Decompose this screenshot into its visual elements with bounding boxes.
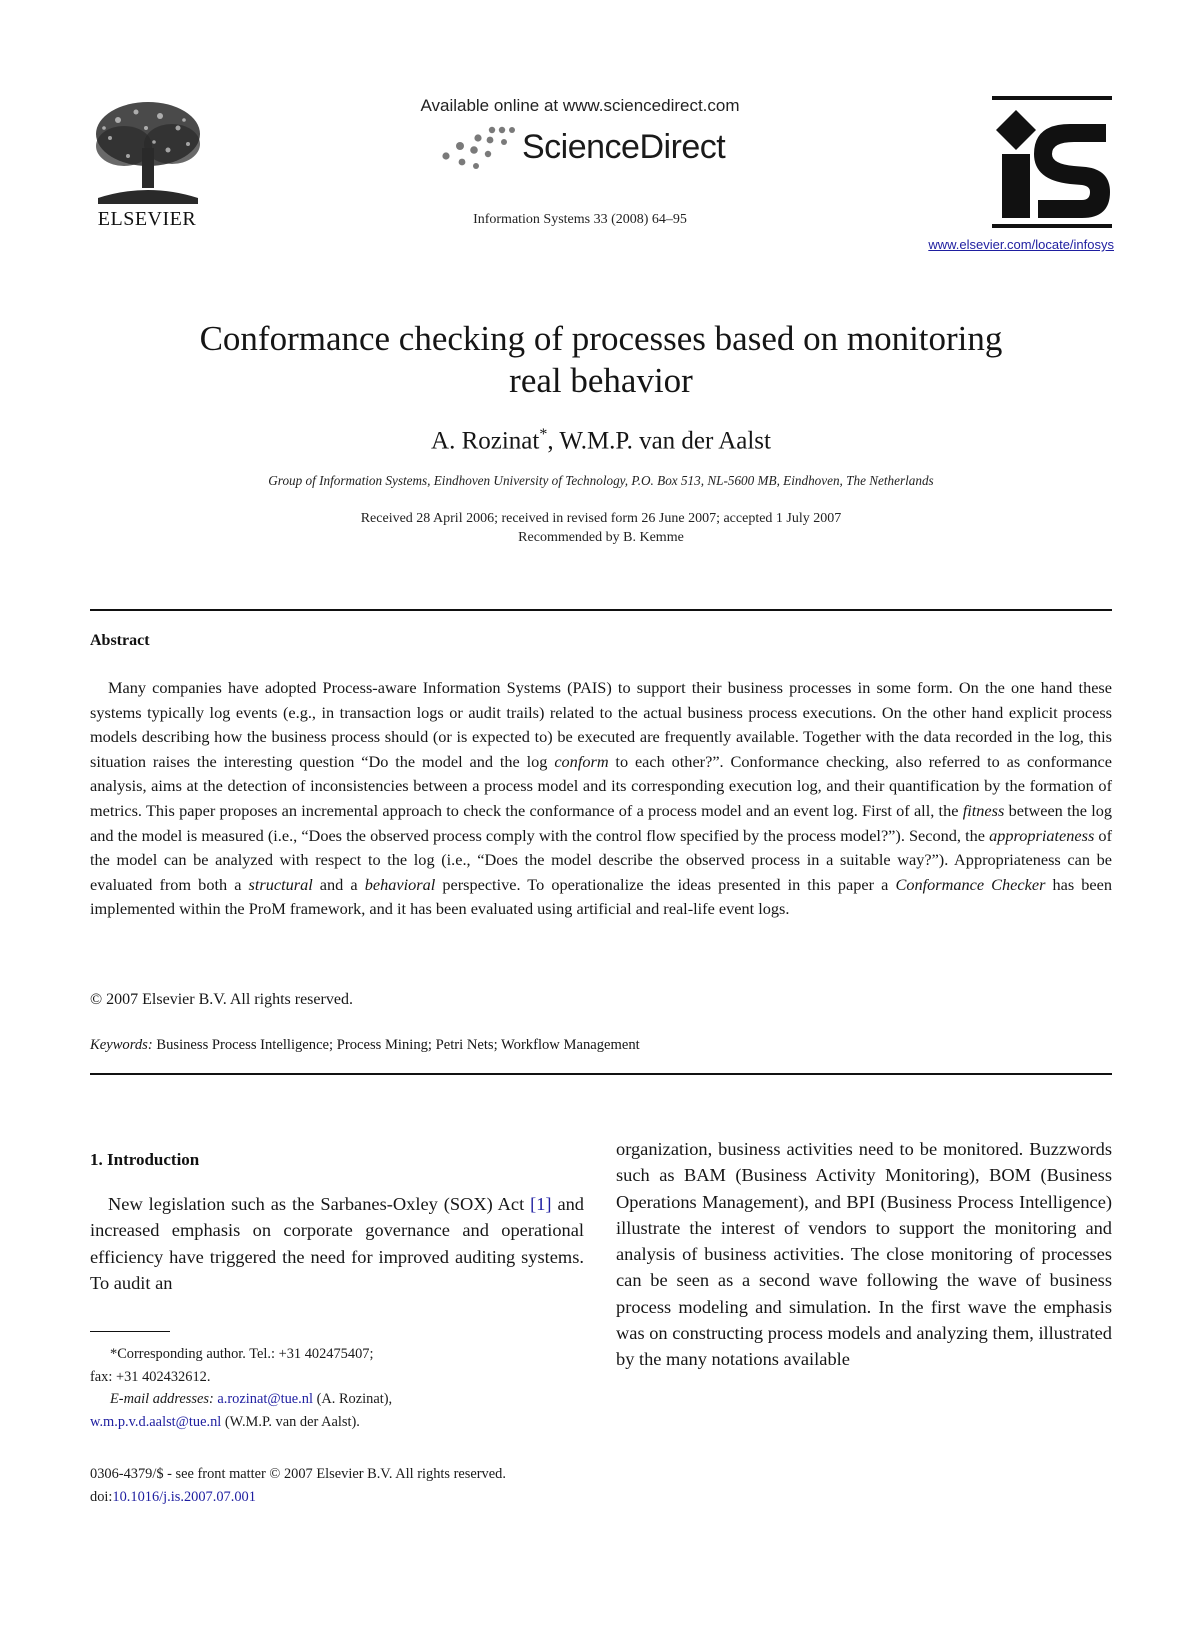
abstract-emphasis: behavioral xyxy=(364,874,436,894)
body-text: and increased emphasis on corporate governance and operational efficiency have triggered the need for improved auditing systems. To audit an xyxy=(90,1194,585,1293)
issn-line: 0306-4379/$ - see front matter © 2007 Elsevier B.V. All rights reserved. xyxy=(90,1466,506,1482)
footnote-emails xyxy=(90,1411,584,1434)
doi-link[interactable]: 10.1016/j.is.2007.07.001 xyxy=(112,1488,256,1505)
front-matter-info xyxy=(90,1463,506,1508)
abstract-body xyxy=(90,676,1112,922)
email-link[interactable]: a.rozinat@tue.nl xyxy=(217,1391,313,1407)
right-column-text: organization, business activities need to be monitored. Buzzwords such as BAM (Business Activity Monitoring), BOM (Business Operations Management), and BPI (Business Process Intelligence) illustrate the interest of vendors to support the monitoring and analysis of business activities. The close monitoring of processes can be seen as a second wave following the wave of business process modeling and simulation. In the first wave the emphasis was on constructing process models and analyzing them, illustrated by the many notations available xyxy=(616,1139,1112,1370)
email-owner: (A. Rozinat), xyxy=(312,1391,393,1407)
information-systems-logo-icon xyxy=(990,96,1114,228)
divider xyxy=(90,609,1112,611)
email-label: E-mail addresses: xyxy=(110,1391,214,1407)
email-owner: (W.M.P. van der Aalst). xyxy=(221,1413,360,1430)
citation-link[interactable]: [1] xyxy=(530,1194,552,1214)
article-title xyxy=(90,318,1112,402)
publisher-name: ELSEVIER xyxy=(97,208,197,230)
available-online-text: Available online at www.sciencedirect.com xyxy=(420,96,740,115)
abstract-text: between the log and the model is measured (i.e., “Does the observed process comply with the control flow specified by the process model?”). Second, the xyxy=(90,800,1113,845)
sciencedirect-dots-icon xyxy=(440,126,520,174)
abstract-text: perspective. To operationalize the ideas presented in this paper a xyxy=(435,874,896,894)
footnote-line: *Corresponding author. Tel.: +31 402475407; xyxy=(110,1346,374,1362)
abstract-emphasis: fitness xyxy=(962,800,1005,820)
article-history xyxy=(90,509,1112,547)
abstract-text: has been implemented within the ProM framework, and it has been evaluated using artificial and real-life event logs. xyxy=(90,874,1112,919)
elsevier-logo xyxy=(88,98,206,230)
doi-line xyxy=(90,1486,506,1509)
left-column-text xyxy=(90,1191,584,1296)
footnote-divider xyxy=(90,1331,170,1332)
footnote xyxy=(90,1343,584,1433)
abstract-copyright: © 2007 Elsevier B.V. All rights reserved. xyxy=(90,991,353,1008)
journal-homepage-link[interactable]: www.elsevier.com/locate/infosys xyxy=(928,237,1114,252)
email-link[interactable]: w.m.p.v.d.aalst@tue.nl xyxy=(90,1413,222,1430)
journal-logo xyxy=(990,96,1114,228)
abstract-emphasis: Conformance Checker xyxy=(895,874,1046,894)
divider xyxy=(90,1073,1112,1075)
corresponding-author-mark[interactable]: * xyxy=(539,426,548,443)
abstract-emphasis: conform xyxy=(554,751,609,771)
abstract-heading: Abstract xyxy=(90,632,150,649)
keywords-label: Keywords: xyxy=(90,1037,153,1053)
abstract-text: to each other?”. Conformance checking, also referred to as conformance analysis, aims at the detection of inconsistencies between a process model and its corresponding execution log, and their quantification by the formation of metrics. This paper proposes an incremental approach to check the conformance of a process model and an event log. First of all, the xyxy=(90,751,1113,820)
abstract-text: of the model can be analyzed with respect to the log (i.e., “Does the model describe the observed process in a suitable way?”). Appropriateness can be evaluated from both a xyxy=(90,825,1112,894)
footnote-emails xyxy=(90,1388,584,1411)
footnote-line: fax: +31 402432612. xyxy=(90,1368,211,1385)
author-separator: , xyxy=(547,427,560,455)
title-line-1: Conformance checking of processes based on monitoring xyxy=(199,319,1003,358)
body-text: New legislation such as the Sarbanes-Oxley (SOX) Act xyxy=(108,1194,531,1214)
author-name: W.M.P. van der Aalst xyxy=(559,427,771,455)
abstract-text: Many companies have adopted Process-aware Information Systems (PAIS) to support their business processes in some form. On the one hand these systems typically log events (e.g., in transaction logs or audit trails) related to the actual business process executions. On the other hand explicit process models describing how the business process should (or is expected to) be executed are frequently available. Together with the data recorded in the log, this situation raises the interesting question “Do the model and the log xyxy=(90,678,1112,771)
abstract-emphasis: structural xyxy=(248,874,313,894)
affiliation: Group of Information Systems, Eindhoven University of Technology, P.O. Box 513, NL-5600 MB, Eindhoven, The Netherlands xyxy=(268,473,934,488)
abstract-emphasis: appropriateness xyxy=(989,825,1095,845)
abstract-text: and a xyxy=(312,874,365,894)
elsevier-tree-icon xyxy=(88,98,206,206)
keywords-list: Business Process Intelligence; Process Mining; Petri Nets; Workflow Management xyxy=(156,1037,640,1053)
journal-citation: Information Systems 33 (2008) 64–95 xyxy=(473,212,687,227)
author-list xyxy=(90,426,1112,455)
author-name: A. Rozinat xyxy=(431,427,540,455)
sciencedirect-logo[interactable] xyxy=(440,126,760,174)
received-dates: Received 28 April 2006; received in revised form 26 June 2007; accepted 1 July 2007 xyxy=(360,511,842,526)
doi-label: doi: xyxy=(90,1488,113,1505)
recommended-by: Recommended by B. Kemme xyxy=(518,530,684,545)
sciencedirect-wordmark: ScienceDirect xyxy=(522,128,726,166)
section-heading: 1. Introduction xyxy=(90,1150,200,1169)
title-line-2: real behavior xyxy=(509,361,693,400)
keywords xyxy=(90,1037,1112,1054)
